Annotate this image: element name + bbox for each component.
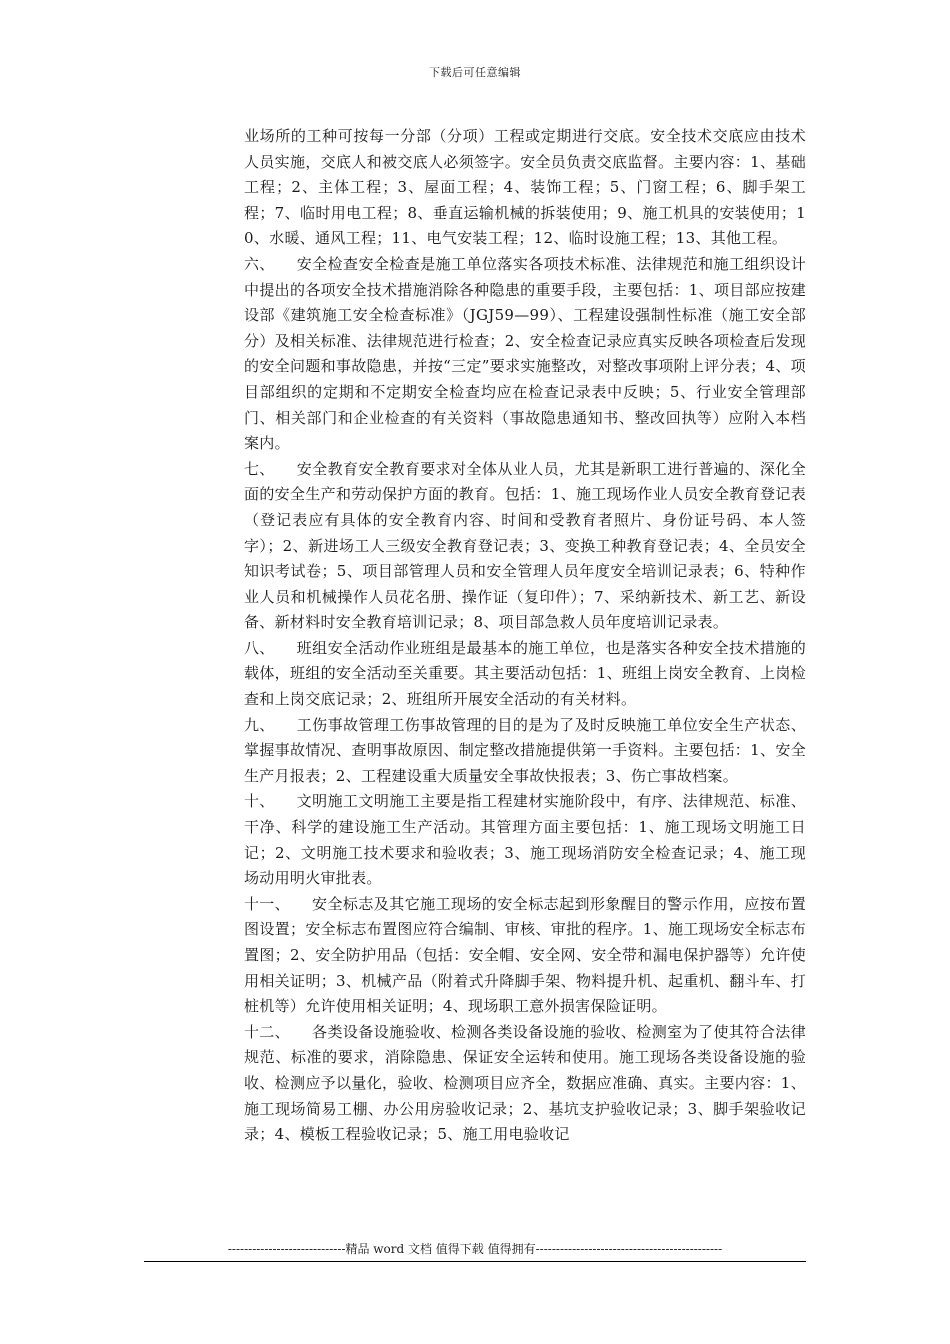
section-number: 六、 xyxy=(244,254,275,273)
paragraph-text: 班组安全活动作业班组是最基本的施工单位，也是落实各种安全技术措施的载体，班组的安全活动至关重要。其主要活动包括：1、班组上岗安全教育、上岗检查和上岗交底记录；2、班组所开展安全活动的有关材料。 xyxy=(244,638,806,709)
section-number: 十二、 xyxy=(244,1022,290,1041)
paragraph-text: 文明施工文明施工主要是指工程建材实施阶段中，有序、法律规范、标准、干净、科学的建设施工生产活动。其管理方面主要包括：1、施工现场文明施工日记；2、文明施工技术要求和验收表；3、施工现场消防安全检查记录；4、施工现场动用明火审批表。 xyxy=(244,792,806,888)
paragraph-section-7 xyxy=(244,457,806,636)
page-header: 下载后可任意编辑 xyxy=(429,66,521,79)
paragraph-section-10 xyxy=(244,789,806,891)
section-number: 七、 xyxy=(244,459,275,478)
section-number: 十、 xyxy=(244,792,275,811)
paragraph-section-9 xyxy=(244,713,806,790)
paragraph-section-11 xyxy=(244,892,806,1020)
paragraph-section-6 xyxy=(244,252,806,457)
paragraph-text: 工伤事故管理工伤事故管理的目的是为了及时反映施工单位安全生产状态、掌握事故情况、查明事故原因、制定整改措施提供第一手资料。主要包括：1、安全生产月报表；2、工程建设重大质量安全事故快报表；3、伤亡事故档案。 xyxy=(244,715,806,785)
section-number: 八、 xyxy=(244,638,275,657)
paragraph-text: 业场所的工种可按每一分部（分项）工程或定期进行交底。安全技术交底应由技术人员实施，交底人和被交底人必须签字。安全员负责交底监督。主要内容：1、基础工程；2、主体工程；3、屋面工程；4、装饰工程；5、门窗工程；6、脚手架工程；7、临时用电工程；8、垂直运输机械的拆装使用；9、施工机具的安装使用；10、水暖、通风工程；11、电气安装工程；12、临时设施工程；13、其他工程。 xyxy=(244,127,806,248)
page-footer: -----------------------------精品 word 文档 值得下载 值得拥有---------------------------------------------- xyxy=(227,1242,723,1256)
paragraph-text: 安全标志及其它施工现场的安全标志起到形象醒目的警示作用，应按布置图设置；安全标志布置图应符合编制、审核、审批的程序。1、施工现场安全标志布置图；2、安全防护用品（包括：安全帽、安全网、安全带和漏电保护器等）允许使用相关证明；3、机械产品（附着式升降脚手架、物料提升机、起重机、翻斗车、打桩机等）允许使用相关证明；4、现场职工意外损害保险证明。 xyxy=(244,894,806,1016)
footer-divider xyxy=(144,1261,806,1262)
paragraph-text: 安全教育安全教育要求对全体从业人员，尤其是新职工进行普遍的、深化全面的安全生产和劳动保护方面的教育。包括：1、施工现场作业人员安全教育登记表（登记表应有具体的安全教育内容、时间和受教育者照片、身份证号码、本人签字）；2、新进场工人三级安全教育登记表；3、变换工种教育登记表；4、全员安全知识考试卷；5、项目部管理人员和安全管理人员年度安全培训记录表；6、特种作业人员和机械操作人员花名册、操作证（复印件）；7、采纳新技术、新工艺、新设备、新材料时安全教育培训记录；8、项目部急救人员年度培训记录表。 xyxy=(244,459,806,632)
document-body xyxy=(244,124,806,1222)
paragraph-text: 安全检查安全检查是施工单位落实各项技术标准、法律规范和施工组织设计中提出的各项安全技术措施消除各种隐患的重要手段，主要包括：1、项目部应按建设部《建筑施工安全检查标准》（JGJ59—99）、工程建设强制性标准（施工安全部分）及相关标准、法律规范进行检查；2、安全检查记录应真实反映各项检查后发现的安全问题和事故隐患，并按“三定”要求实施整改，对整改事项附上评分表；4、项目部组织的定期和不定期安全检查均应在检查记录表中反映；5、行业安全管理部门、相关部门和企业检查的有关资料（事故隐患通知书、整改回执等）应附入本档案内。 xyxy=(244,254,806,453)
paragraph-section-12 xyxy=(244,1020,806,1148)
section-number: 十一、 xyxy=(244,894,290,913)
section-number: 九、 xyxy=(244,715,275,734)
paragraph-continued xyxy=(244,124,806,252)
paragraph-section-8 xyxy=(244,636,806,713)
paragraph-text: 各类设备设施验收、检测各类设备设施的验收、检测室为了使其符合法律规范、标准的要求，消除隐患、保证安全运转和使用。施工现场各类设备设施的验收、检测应予以量化，验收、检测项目应齐全，数据应准确、真实。主要内容：1、施工现场简易工棚、办公用房验收记录；2、基坑支护验收记录；3、脚手架验收记录；4、模板工程验收记录；5、施工用电验收记 xyxy=(244,1022,806,1144)
